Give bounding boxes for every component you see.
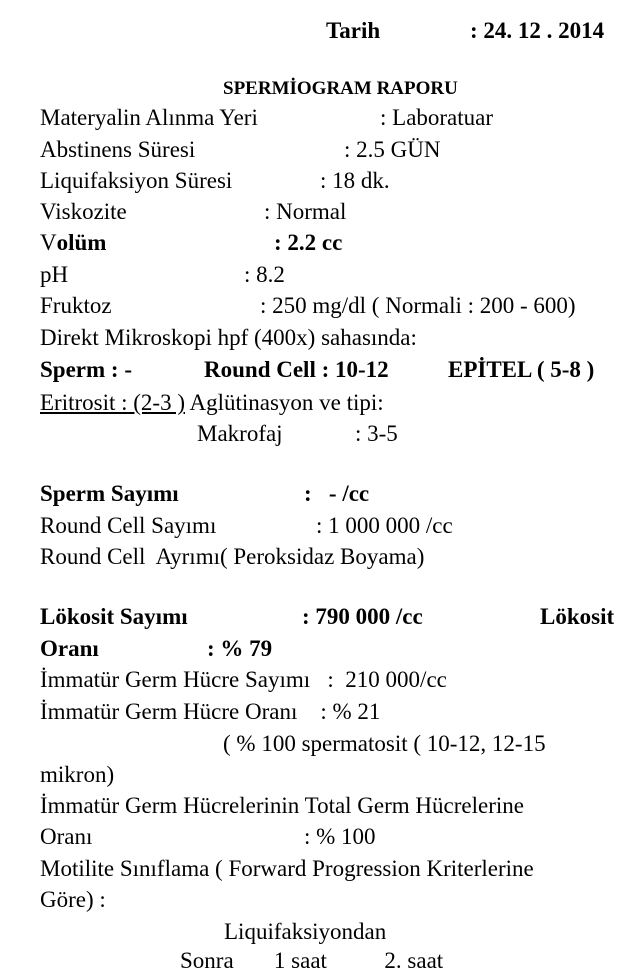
epitel-result: EPİTEL ( 5-8 ) bbox=[448, 357, 595, 382]
abstinens-value: : 2.5 GÜN bbox=[344, 137, 441, 162]
round-cell-result: Round Cell : 10-12 bbox=[204, 357, 389, 382]
motilite-line-2: Göre) : bbox=[40, 887, 106, 912]
viskozite-value: : Normal bbox=[264, 199, 347, 224]
sperm-sayimi-value: : - /cc bbox=[304, 481, 370, 506]
lokosit-sayimi-value: : 790 000 /cc bbox=[302, 604, 423, 629]
ph-value: : 8.2 bbox=[244, 262, 285, 287]
report-title: SPERMİOGRAM RAPORU bbox=[223, 78, 458, 99]
spermatosit-line-1: ( % 100 spermatosit ( 10-12, 12-15 bbox=[223, 731, 546, 756]
materyal-label: Materyalin Alınma Yeri bbox=[40, 105, 258, 130]
round-cell-sayimi-value: : 1 000 000 /cc bbox=[316, 513, 453, 538]
volum-label-v: V bbox=[40, 230, 57, 255]
round-cell-sayimi-label: Round Cell Sayımı bbox=[40, 513, 217, 538]
volum-label bbox=[40, 230, 106, 255]
makrofaj-value: : 3-5 bbox=[355, 421, 398, 446]
sperm-result: Sperm : - bbox=[40, 357, 132, 382]
immatur-oran: İmmatür Germ Hücre Oranı : % 21 bbox=[40, 699, 381, 724]
eritrosit-result: Eritrosit : (2-3 ) bbox=[40, 390, 185, 415]
immatur-sayim: İmmatür Germ Hücre Sayımı : 210 000/cc bbox=[40, 667, 447, 692]
immatur-total-line-1: İmmatür Germ Hücrelerinin Total Germ Hücrelerine bbox=[40, 793, 524, 818]
round-cell-ayrimi: Round Cell Ayrımı( Peroksidaz Boyama) bbox=[40, 544, 425, 569]
aglutinasyon-label: Aglütinasyon ve tipi: bbox=[185, 390, 384, 415]
sperm-sayimi-label: Sperm Sayımı bbox=[40, 481, 179, 506]
liquifaksiyon-value: : 18 dk. bbox=[320, 168, 390, 193]
date-label: Tarih bbox=[326, 18, 381, 43]
fruktoz-label: Fruktoz bbox=[40, 293, 112, 318]
eritrosit-line bbox=[40, 390, 384, 415]
volum-label-rest: olüm bbox=[56, 230, 107, 255]
lokosit-sayimi-label: Lökosit Sayımı bbox=[40, 604, 188, 629]
lokosit-orani-value: : % 79 bbox=[207, 636, 273, 661]
liquifaksiyondan: Liquifaksiyondan bbox=[224, 919, 387, 944]
lokosit-orani-label-1: Lökosit bbox=[540, 604, 615, 629]
immatur-total-label: Oranı bbox=[40, 824, 93, 849]
lokosit-orani-label-2: Oranı bbox=[40, 636, 99, 661]
volum-value: : 2.2 cc bbox=[274, 230, 343, 255]
ph-label: pH bbox=[40, 262, 69, 287]
motilite-time-row: Sonra 1 saat 2. saat bbox=[180, 948, 444, 973]
mikroskopi-intro: Direkt Mikroskopi hpf (400x) sahasında: bbox=[40, 325, 417, 350]
liquifaksiyon-label: Liquifaksiyon Süresi bbox=[40, 168, 233, 193]
makrofaj-label: Makrofaj bbox=[197, 421, 283, 446]
spermatosit-line-2: mikron) bbox=[40, 762, 115, 787]
motilite-line-1: Motilite Sınıflama ( Forward Progression Kriterlerine bbox=[40, 856, 534, 881]
materyal-value: : Laboratuar bbox=[380, 105, 494, 130]
immatur-total-value: : % 100 bbox=[304, 824, 376, 849]
viskozite-label: Viskozite bbox=[40, 199, 127, 224]
date-value: : 24. 12 . 2014 bbox=[470, 18, 605, 43]
abstinens-label: Abstinens Süresi bbox=[40, 137, 196, 162]
fruktoz-value: : 250 mg/dl ( Normali : 200 - 600) bbox=[260, 293, 576, 318]
